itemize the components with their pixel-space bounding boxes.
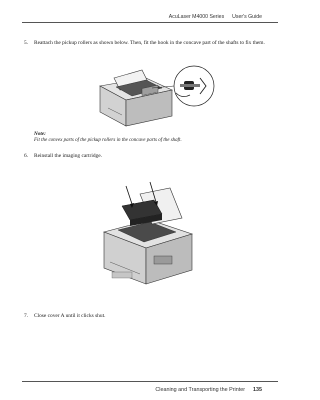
pickup-roller-illustration: [88, 60, 218, 130]
step-text: Close cover A until it clicks shut.: [34, 313, 106, 319]
step-text: Reinstall the imaging cartridge.: [34, 153, 102, 159]
header-rule: [22, 22, 278, 23]
note-text: Fit the convex parts of the pickup rollers in the concave parts of the shaft.: [34, 138, 182, 143]
step-number: 6.: [24, 153, 29, 159]
step-text: Reattach the pickup rollers as shown below. Then, fit the hook in the concave part of the shafts to fix them.: [34, 40, 265, 46]
page-number: 135: [253, 387, 262, 393]
step-6: [24, 153, 274, 161]
imaging-cartridge-illustration: [96, 172, 204, 290]
header-product: AcuLaser M4000 Series: [168, 14, 225, 20]
page-header: [169, 14, 262, 20]
step-7: [24, 313, 274, 321]
page-footer: [155, 387, 262, 393]
step-number: 7.: [24, 313, 29, 319]
note-label: Note:: [34, 131, 46, 137]
footer-rule: [22, 381, 278, 382]
step-number: 5.: [24, 40, 29, 46]
header-guide: User's Guide: [232, 14, 262, 20]
step-5: [24, 40, 274, 56]
footer-section: Cleaning and Transporting the Printer: [155, 387, 245, 393]
